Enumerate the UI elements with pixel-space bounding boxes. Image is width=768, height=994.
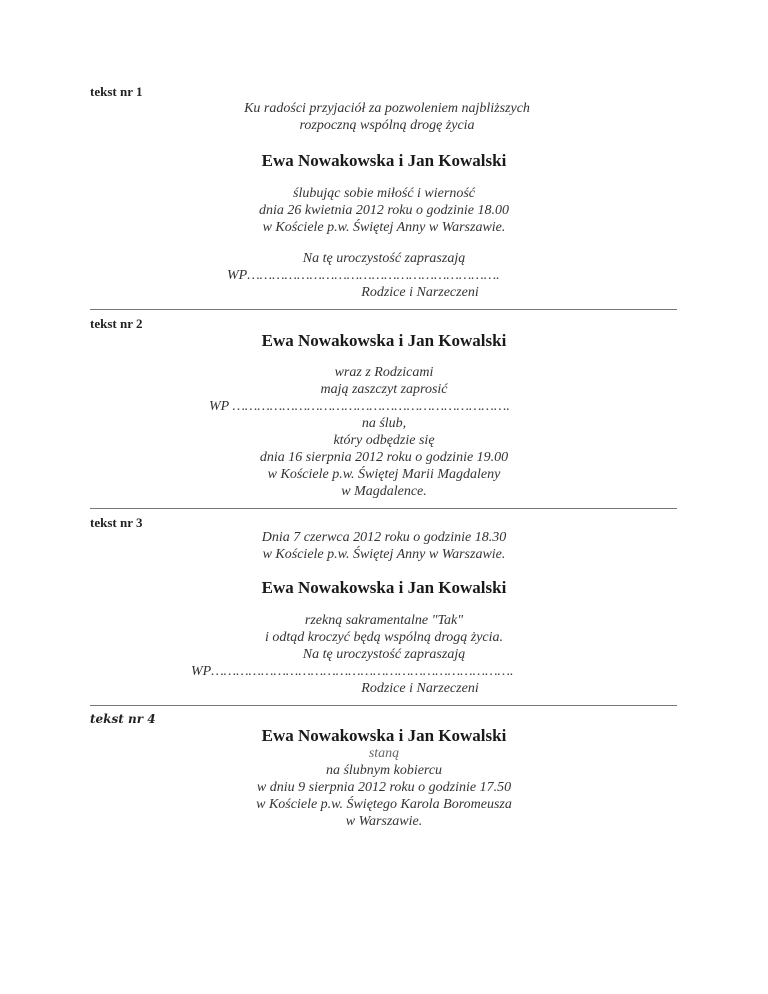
signature: Rodzice i Narzeczeni bbox=[361, 681, 479, 696]
text-line: wraz z Rodzicami bbox=[334, 365, 434, 380]
text-line: który odbędzie się bbox=[333, 433, 435, 448]
text-line: rzekną sakramentalne "Tak" bbox=[304, 613, 464, 628]
text-line: rozpoczną wspólną drogę życia bbox=[299, 118, 475, 133]
couple-names: Ewa Nowakowska i Jan Kowalski bbox=[261, 331, 507, 350]
text-line: na ślub, bbox=[361, 416, 407, 431]
text-line: i odtąd kroczyć będą wspólną drogą życia. bbox=[264, 630, 504, 645]
text-line: Na tę uroczystość zapraszają bbox=[302, 251, 466, 266]
text-line: Na tę uroczystość zapraszają bbox=[302, 647, 466, 662]
section-label: tekst nr 1 bbox=[90, 84, 143, 99]
text-line: dnia 26 kwietnia 2012 roku o godzinie 18.00 bbox=[259, 203, 509, 218]
text-line: staną bbox=[368, 746, 400, 761]
text-line: ślubując sobie miłość i wierność bbox=[293, 186, 475, 201]
text-line: w Kościele p.w. Świętej Anny w Warszawie. bbox=[262, 547, 506, 562]
text-line: w Warszawie. bbox=[345, 814, 423, 829]
text-line: w Kościele p.w. Świętej Marii Magdaleny bbox=[267, 467, 501, 482]
couple-names: Ewa Nowakowska i Jan Kowalski bbox=[261, 578, 507, 597]
text-line: Dnia 7 czerwca 2012 roku o godzinie 18.30 bbox=[261, 530, 507, 545]
text-line: Ku radości przyjaciół za pozwoleniem najbliższych bbox=[244, 101, 530, 116]
text-line: w dniu 9 sierpnia 2012 roku o godzinie 17.50 bbox=[256, 780, 512, 795]
section-label: tekst nr 4 bbox=[90, 712, 156, 726]
section-divider bbox=[90, 309, 677, 310]
guest-placeholder: WP……………………………………………………. bbox=[227, 268, 500, 283]
section-label: tekst nr 3 bbox=[90, 515, 143, 530]
couple-names: Ewa Nowakowska i Jan Kowalski bbox=[261, 151, 507, 170]
text-line: w Kościele p.w. Świętej Anny w Warszawie. bbox=[262, 220, 506, 235]
signature: Rodzice i Narzeczeni bbox=[361, 285, 479, 300]
couple-names: Ewa Nowakowska i Jan Kowalski bbox=[261, 726, 507, 745]
text-line: dnia 16 sierpnia 2012 roku o godzinie 19.00 bbox=[259, 450, 509, 465]
section-divider bbox=[90, 508, 677, 509]
section-divider bbox=[90, 705, 677, 706]
section-label: tekst nr 2 bbox=[90, 316, 143, 331]
text-line: w Magdalence. bbox=[341, 484, 427, 499]
guest-placeholder: WP …………………………………………………………. bbox=[209, 399, 510, 414]
guest-placeholder: WP………………………………………………………………. bbox=[191, 664, 514, 679]
text-line: w Kościele p.w. Świętego Karola Boromeusza bbox=[256, 797, 512, 812]
text-line: mają zaszczyt zaprosić bbox=[320, 382, 448, 397]
text-line: na ślubnym kobiercu bbox=[325, 763, 443, 778]
